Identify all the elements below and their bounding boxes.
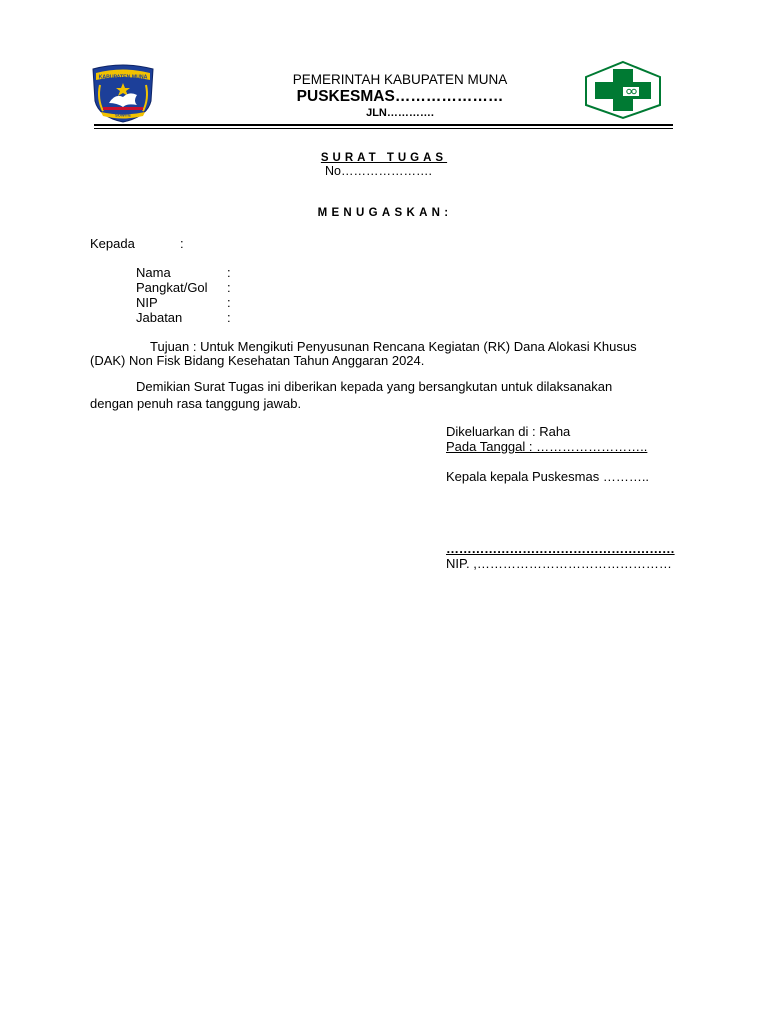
closing-line-2: dengan penuh rasa tanggung jawab. [90, 396, 302, 411]
emblem-top-text: KABUPATEN MUNA [98, 74, 148, 81]
field-colon-nip: : [227, 295, 231, 310]
signer-name-line: ……………………………………………… [446, 541, 675, 556]
field-label-nip: NIP [136, 295, 158, 310]
kepada-label: Kepada [90, 236, 135, 251]
command-heading: MENUGASKAN: [317, 207, 453, 219]
letter-title: SURAT TUGAS [320, 152, 448, 164]
issued-at: Dikeluarkan di : Raha [446, 424, 571, 439]
purpose-line-2: (DAK) Non Fisk Bidang Kesehatan Tahun Anggaran 2024. [90, 353, 425, 368]
closing-line-1: Demikian Surat Tugas ini diberikan kepada yang bersangkutan untuk dilaksanakan [136, 379, 613, 394]
field-label-jabatan: Jabatan [136, 310, 183, 325]
signer-nip: NIP. ,……………………………………… [446, 556, 672, 571]
puskesmas-title: PUSKESMAS………………… [296, 88, 504, 105]
field-colon-nama: : [227, 265, 231, 280]
emblem-bottom-text: SOWITE [115, 112, 131, 118]
signer-position: Kepala kepala Puskesmas ……….. [446, 469, 650, 484]
field-label-nama: Nama [136, 265, 171, 280]
purpose-line-1: Tujuan : Untuk Mengikuti Penyusunan Rencana Kegiatan (RK) Dana Alokasi Khusus [150, 339, 637, 354]
header-divider-thick [94, 124, 673, 126]
field-label-pangkat: Pangkat/Gol [136, 280, 208, 295]
government-title: PEMERINTAH KABUPATEN MUNA [292, 72, 508, 87]
field-colon-jabatan: : [227, 310, 231, 325]
field-colon-pangkat: : [227, 280, 231, 295]
address-line: JLN…………. [366, 107, 434, 119]
header-divider-thin [94, 128, 673, 129]
letter-number: No…………………. [325, 164, 432, 178]
kepada-colon: : [180, 236, 184, 251]
issued-date: Pada Tanggal : …………………….. [446, 439, 648, 454]
